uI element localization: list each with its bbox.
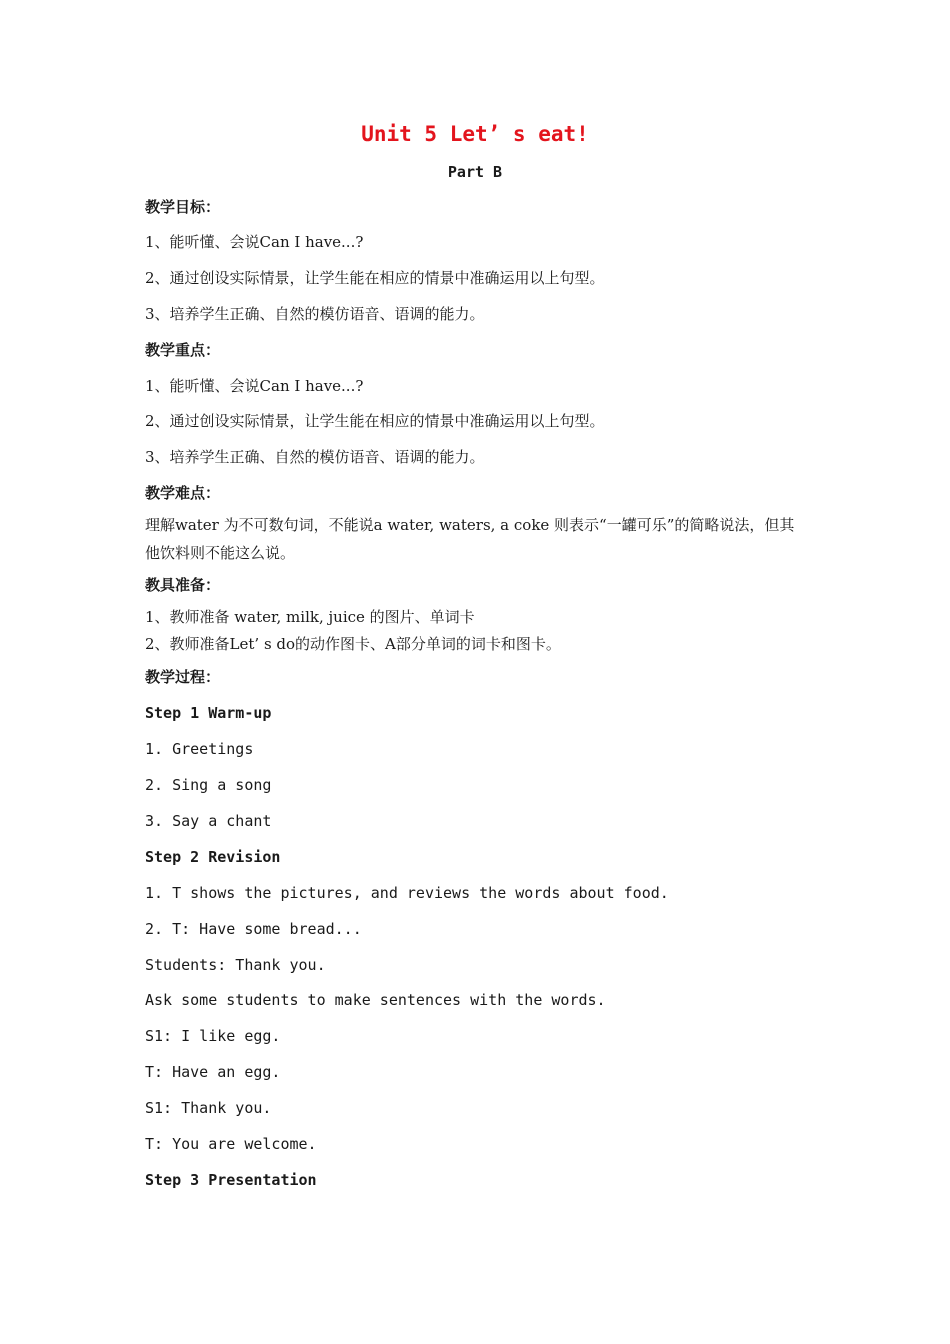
objectives-heading: 教学目标： [145,198,221,216]
materials-heading: 教具准备： [145,576,221,594]
step2-heading: Step 2 Revision [145,848,281,866]
step2-item: Ask some students to make sentences with the words. [145,991,606,1009]
difficulties-text: 理解water 为不可数句词，不能说a water, waters, a coke 则表示“一罐可乐”的简略说法，但其他饮料则不能这么说。 [145,516,795,562]
key-points-heading: 教学重点： [145,341,221,359]
step2-item: 2. T: Have some bread... [145,920,362,938]
step1-item: 1. Greetings [145,740,254,758]
step3-heading: Step 3 Presentation [145,1171,317,1189]
document-title: Unit 5 Let’ s eat! [361,122,589,146]
material-item: 1、教师准备 water, milk, juice 的图片、单词卡 [145,608,475,626]
step1-item: 2. Sing a song [145,776,272,794]
step2-item: T: You are welcome. [145,1135,317,1153]
step1-heading: Step 1 Warm-up [145,704,272,722]
step2-item: Students: Thank you. [145,956,326,974]
material-item: 2、教师准备Let’ s do的动作图卡、A部分单词的词卡和图卡。 [145,635,561,653]
document-subtitle: Part B [447,163,503,181]
key-point-item: 3、培养学生正确、自然的模仿语音、语调的能力。 [145,448,485,466]
objective-item: 2、通过创设实际情景，让学生能在相应的情景中准确运用以上句型。 [145,269,605,287]
step2-item: T: Have an egg. [145,1063,281,1081]
step2-item: S1: Thank you. [145,1099,272,1117]
objective-item: 3、培养学生正确、自然的模仿语音、语调的能力。 [145,305,485,323]
key-point-item: 1、能听懂、会说Can I have...? [145,377,364,395]
step2-item: 1. T shows the pictures, and reviews the words about food. [145,884,669,902]
key-point-item: 2、通过创设实际情景，让学生能在相应的情景中准确运用以上句型。 [145,412,605,430]
step1-item: 3. Say a chant [145,812,272,830]
objective-item: 1、能听懂、会说Can I have...? [145,233,364,251]
process-heading: 教学过程： [145,668,221,686]
difficulties-heading: 教学难点： [145,484,221,502]
step2-item: S1: I like egg. [145,1027,281,1045]
